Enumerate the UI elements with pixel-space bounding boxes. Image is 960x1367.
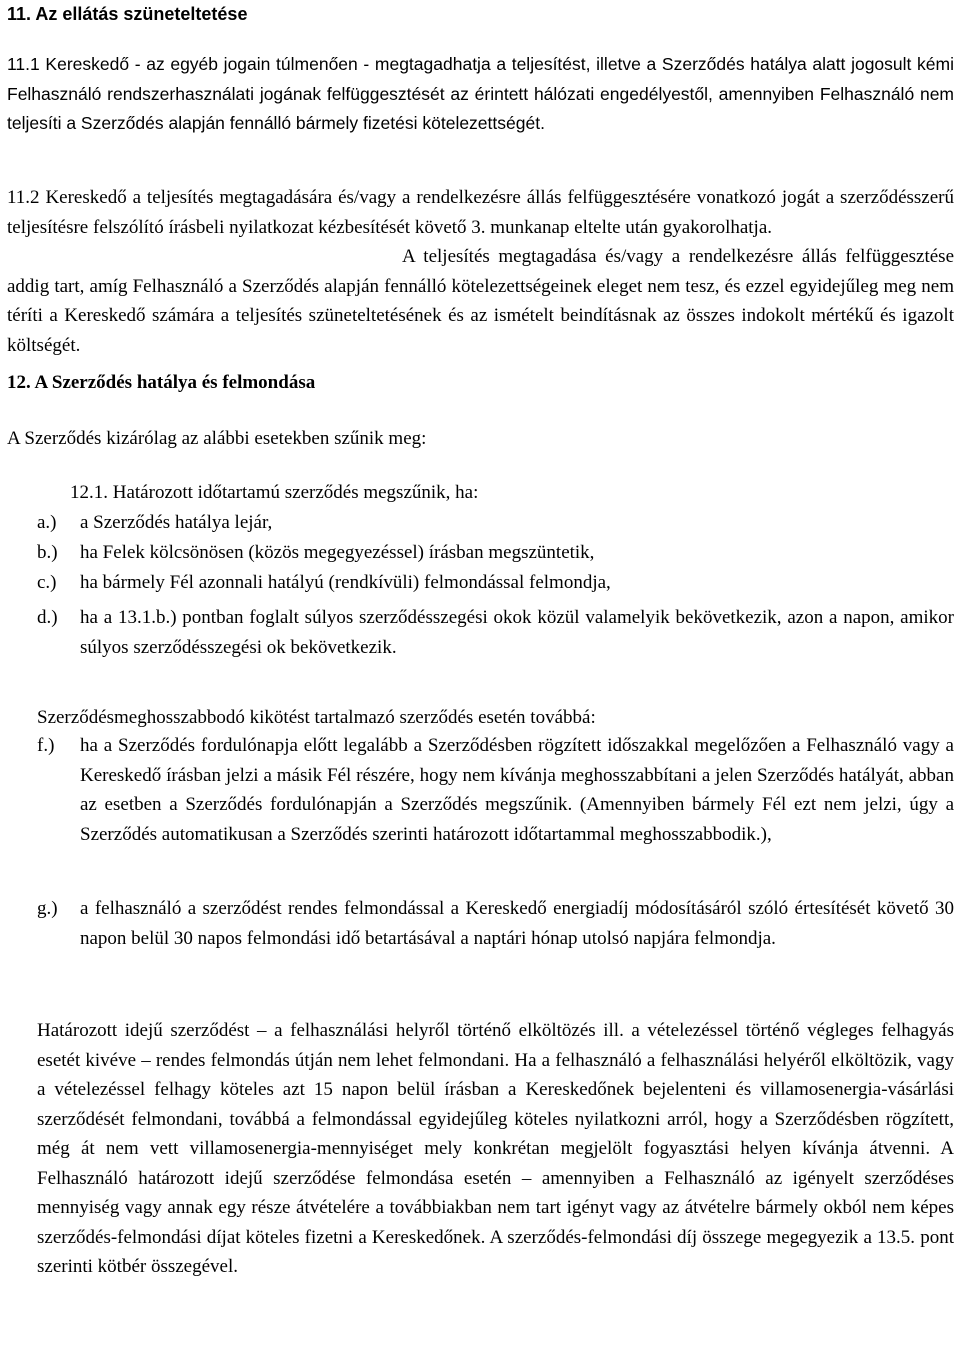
list-item-text: a Szerződés hatálya lejár,: [80, 512, 273, 533]
list-item: [37, 538, 954, 568]
final-paragraph: Határozott idejű szerződést – a felhasználási helyről történő elköltözés ill. a vételezéssel történő végleges felhagyás esetét kivéve – rendes felmondás útján nem lehet felmondani. Ha a felhasználó a felhasználási helyéről elköltözik, vagy a vételezéssel felhagy köteles azt 15 napon belül írásban a Kereskedőnek bejelenteni és villamosenergia-vásárlási szerződését felmondani, továbbá a felmondással egyidejűleg köteles nyilatkozni arról, hogy a Szerződésben rögzített, még át nem vett villamosenergia-mennyiséget mely konkrétan megjelölt fogyasztási helyen kívánja átvenni. A Felhasználó határozott idejű szerződése felmondása esetén – amennyiben a Felhasználó az igényelt szerződéses mennyiség vagy annak egy része átvételére a továbbiakban nem tart igényt vagy az átvételre bármely okból nem képes szerződés-felmondási díjat köteles fizetni a Kereskedőnek. A szerződés-felmondási díj összege megegyezik a 13.5. pont szerinti kötbér összegével.: [37, 1020, 954, 1277]
list-item: [37, 731, 954, 881]
paragraph-11-2-part1: 11.2 Kereskedő a teljesítés megtagadására és/vagy a rendelkezésre állás felfüggesztésére vonatkozó jogát a szerződésszerű teljesítésre felszólító írásbeli nyilatkozat kézbesítését követő 3. munkanap eltelte után gyakorolhatja.: [7, 187, 954, 238]
list-item-label: f.): [37, 735, 55, 756]
list-item: [37, 603, 954, 663]
renewal-intro: Szerződésmeghosszabbodó kikötést tartalmazó szerződés esetén továbbá:: [37, 707, 596, 728]
list-item-text: ha a 13.1.b.) pontban foglalt súlyos szerződésszegési okok közül valamelyik bekövetkezik, azon a napon, amikor súlyos szerződésszegési ok bekövetkezik.: [80, 607, 954, 658]
list-item-text: ha a Szerződés fordulónapja előtt legalább a Szerződésben rögzített időszakkal megelőzően a Felhasználó vagy a Kereskedő írásban jelzi a másik Fél részére, hogy nem kívánja meghosszabbítani a jelen Szerződés hatályát, abban az esetben a Szerződés fordulónapján a Szerződés megszűnik. (Amennyiben bármely Fél ezt nem jelzi, úgy a Szerződés automatikusan a Szerződés szerinti határozott időtartammal meghosszabbodik.),: [80, 735, 954, 845]
paragraph-11-1: 11.1 Kereskedő - az egyéb jogain túlmenően - megtagadhatja a teljesítést, illetve a Szerződés hatálya alatt jogosult kémi Felhasználó rendszerhasználati jogának felfüggesztését az érintett hálózati engedélyestől, amennyiben Felhasználó nem teljesíti a Szerződés alapján fennálló bármely fizetési kötelezettségét.: [7, 54, 954, 133]
list-item-label: c.): [37, 572, 57, 593]
list-item: [37, 568, 954, 598]
list-item-label: b.): [37, 542, 58, 563]
list-item-label: d.): [37, 607, 58, 628]
list-item: [37, 508, 954, 538]
list-item-text: ha bármely Fél azonnali hatályú (rendkívüli) felmondással felmondja,: [80, 572, 611, 593]
list-item-label: g.): [37, 898, 58, 919]
paragraph-11-2-part2: A teljesítés megtagadása és/vagy a rendelkezésre állás felfüggesztése addig tart, amíg Felhasználó a Szerződés alapján fennálló kötelezettségeinek eleget nem tesz, és ezzel egyidejűleg meg nem téríti a Kereskedő számára a teljesítés szüneteltetésének és az ismételt beindításnak az összes indokolt mértékű és igazolt költségét.: [7, 246, 954, 356]
section-12-intro: A Szerződés kizárólag az alábbi esetekben szűnik meg:: [7, 428, 427, 449]
section-11-heading: 11. Az ellátás szüneteltetése: [7, 4, 248, 24]
list-item-text: ha Felek kölcsönösen (közös megegyezéssel) írásban megszüntetik,: [80, 542, 595, 563]
section-12-heading: 12. A Szerződés hatálya és felmondása: [7, 372, 316, 393]
sub-heading-12-1: 12.1. Határozott időtartamú szerződés megszűnik, ha:: [70, 482, 479, 503]
list-item: [37, 894, 954, 984]
list-item-label: a.): [37, 512, 57, 533]
list-item-text: a felhasználó a szerződést rendes felmondással a Kereskedő energiadíj módosításáról szóló értesítését követő 30 napon belül 30 napos felmondási idő betartásával a naptári hónap utolsó napjára felmondja.: [80, 898, 954, 949]
